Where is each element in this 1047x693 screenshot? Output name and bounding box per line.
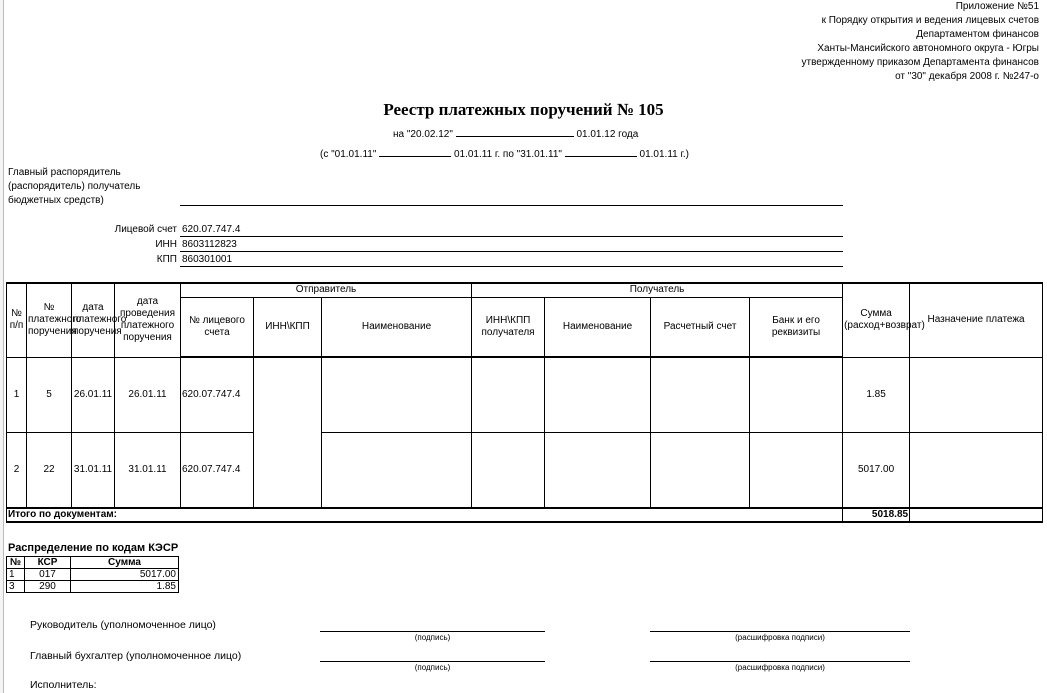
head-sign-caption: (подпись) [414, 633, 451, 642]
col-r-bank-header: Банк и его реквизиты [750, 297, 843, 357]
accountant-decode-line [650, 661, 910, 662]
cell-pp: 5 [27, 357, 72, 432]
dist-sum: 1.85 [71, 581, 179, 593]
header-line: Ханты-Мансийского автономного округа - Югры [817, 43, 1039, 54]
col-account-header: № лицевого счета [181, 297, 254, 357]
dist-num-header: № [7, 557, 25, 569]
account-label: Лицевой счет [114, 224, 177, 235]
manager-label: Главный распорядитель (распорядитель) получатель бюджетных средств) [8, 167, 141, 206]
cell-account: 620.07.747.4 [181, 357, 254, 432]
account-line [180, 236, 843, 237]
head-signature-label: Руководитель (уполномоченное лицо) [30, 619, 216, 631]
document-title: Реестр платежных поручений № 105 [383, 100, 664, 119]
date-line: на "20.02.12" 01.01.12 года [393, 126, 638, 141]
head-sign-line [320, 631, 545, 632]
header-line: Департаментом финансов [916, 29, 1039, 40]
account-value: 620.07.747.4 [182, 224, 241, 235]
head-decode-line [650, 631, 910, 632]
col-sum-header: Сумма (расход+возврат) [843, 283, 910, 357]
col-r-innkpp-header: ИНН\КПП получателя [472, 297, 545, 357]
cell-r-bank [750, 357, 843, 432]
col-date-proc-header: дата проведения платежного поручения [115, 283, 181, 357]
inn-line [180, 251, 843, 252]
manager-field-line [180, 205, 843, 206]
cell-r-bank [750, 432, 843, 508]
cell-date-proc: 31.01.11 [115, 432, 181, 508]
dist-num: 3 [7, 581, 25, 593]
col-r-acc-header: Расчетный счет [651, 297, 750, 357]
cell-sum: 5017.00 [843, 432, 910, 508]
cell-r-acc [651, 432, 750, 508]
header-line: Приложение №51 [955, 1, 1039, 12]
dist-sum: 5017.00 [71, 569, 179, 581]
table-header-row [7, 283, 1043, 297]
col-name-header: Наименование [322, 297, 472, 357]
accountant-sign-caption: (подпись) [414, 663, 451, 672]
cell-num: 2 [7, 432, 27, 508]
kpp-label: КПП [156, 254, 177, 265]
dist-sum-header: Сумма [71, 557, 179, 569]
dist-code-header: КСР [25, 557, 71, 569]
cell-name [322, 432, 472, 508]
kpp-line [180, 266, 843, 267]
col-innkpp-header: ИНН\КПП [254, 297, 322, 357]
cell-r-name [545, 357, 651, 432]
distribution-title: Распределение по кодам КЭСР [8, 542, 179, 554]
cell-sum: 1.85 [843, 357, 910, 432]
period-line: (с "01.01.11" 01.01.11 г. по "31.01.11" 01.01.11 г.) [320, 146, 689, 161]
cell-r-innkpp [472, 432, 545, 508]
col-r-name-header: Наименование [545, 297, 651, 357]
total-value: 5018.85 [843, 508, 910, 522]
dist-num: 1 [7, 569, 25, 581]
distribution-header-row [7, 557, 179, 569]
header-line: к Порядку открытия и ведения лицевых счетов [821, 15, 1039, 26]
dist-code: 290 [25, 581, 71, 593]
cell-name [322, 357, 472, 432]
header-line: от "30" декабря 2008 г. №247-о [895, 71, 1039, 82]
cell-date: 26.01.11 [72, 357, 115, 432]
cell-pp: 22 [27, 432, 72, 508]
table-row [7, 569, 179, 581]
receiver-group-header: Получатель [472, 283, 843, 297]
appendix-header [801, 0, 1039, 84]
col-pp-header: № платежного поручения [27, 283, 72, 357]
col-purpose-header: Назначение платежа [910, 283, 1043, 357]
cell-date-proc: 26.01.11 [115, 357, 181, 432]
table-row [7, 581, 179, 593]
total-purpose [910, 508, 1043, 522]
table-row [7, 357, 1043, 432]
accountant-sign-line [320, 661, 545, 662]
total-label: Итого по документам: [7, 508, 843, 522]
head-decode-caption: (расшифровка подписи) [735, 633, 825, 642]
cell-date: 31.01.11 [72, 432, 115, 508]
cell-purpose [910, 357, 1043, 432]
dist-code: 017 [25, 569, 71, 581]
payments-table [6, 282, 1043, 523]
cell-r-acc [651, 357, 750, 432]
cell-r-innkpp [472, 357, 545, 432]
header-line: утвержденному приказом Департамента финансов [801, 57, 1039, 68]
accountant-signature-label: Главный бухгалтер (уполномоченное лицо) [30, 650, 242, 662]
total-row [7, 508, 1043, 522]
cell-num: 1 [7, 357, 27, 432]
table-row [7, 432, 1043, 508]
cell-innkpp [254, 357, 322, 508]
cell-r-name [545, 432, 651, 508]
sender-group-header: Отправитель [181, 283, 472, 297]
col-date-header: дата платежного поручения [72, 283, 115, 357]
col-num-header: № п/п [7, 283, 27, 357]
executor-label: Исполнитель: [30, 679, 97, 691]
cell-purpose [910, 432, 1043, 508]
distribution-table [6, 556, 179, 593]
inn-label: ИНН [155, 239, 177, 250]
accountant-decode-caption: (расшифровка подписи) [735, 663, 825, 672]
cell-account: 620.07.747.4 [181, 432, 254, 508]
inn-value: 8603112823 [182, 239, 237, 250]
kpp-value: 860301001 [182, 254, 233, 265]
